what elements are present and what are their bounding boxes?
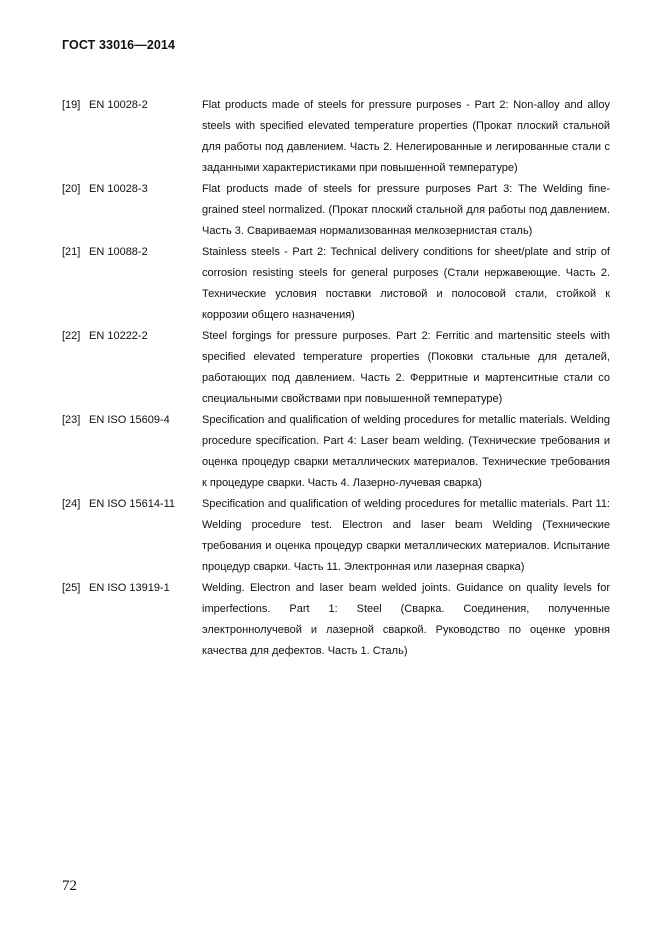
reference-number: [20]	[62, 183, 81, 195]
reference-code: EN 10222-2	[89, 330, 148, 342]
reference-number: [19]	[62, 99, 81, 111]
reference-code: EN ISO 15609-4	[89, 414, 170, 426]
document-header: ГОСТ 33016—2014	[62, 38, 176, 52]
reference-code: EN 10088-2	[89, 246, 148, 258]
reference-code: EN 10028-2	[89, 99, 148, 111]
reference-text: Specification and qualification of welding procedures for metallic materials. Welding procedure specification. Part 4: Laser beam welding. (Технические требования и оценка процедур сварки металлических материалов. Технические требования к процедуре сварки. Часть 4. Лазерно-лучевая сварка)	[202, 414, 610, 489]
reference-number: [23]	[62, 414, 81, 426]
reference-code: EN ISO 15614-11	[89, 498, 176, 510]
reference-text: Flat products made of steels for pressure purposes Part 3: The Welding fine-grained steel normalized. (Прокат плоский стальной для работы под давлением. Часть 3. Свариваемая нормализованная мелкозернистая сталь)	[202, 183, 610, 237]
page-number: 72	[62, 878, 77, 894]
reference-item	[62, 494, 610, 578]
reference-number: [22]	[62, 330, 81, 342]
reference-item	[62, 326, 610, 410]
reference-code: EN ISO 13919-1	[89, 582, 170, 594]
reference-number: [21]	[62, 246, 81, 258]
reference-text: Specification and qualification of welding procedures for metallic materials. Part 11: Welding procedure test. Electron and laser beam Welding (Технические требования и оценка процедур сварки металлических материалов. Испытание процедур сварки. Часть 11. Электронная или лазерная сварка)	[202, 498, 610, 573]
reference-item	[62, 242, 610, 326]
reference-item	[62, 578, 610, 662]
reference-list	[62, 95, 610, 662]
reference-text: Stainless steels - Part 2: Technical delivery conditions for sheet/plate and strip of corrosion resisting steels for general purposes (Стали нержавеющие. Часть 2. Технические условия поставки листовой и полосовой стали, стойкой к коррозии общего назначения)	[202, 246, 610, 321]
reference-text: Steel forgings for pressure purposes. Part 2: Ferritic and martensitic steels with specified elevated temperature properties (Поковки стальные для деталей, работающих под давлением. Часть 2. Ферритные и мартенситные стали со специальными свойствами при повышенной температуре)	[202, 330, 610, 405]
reference-number: [25]	[62, 582, 81, 594]
reference-number: [24]	[62, 498, 81, 510]
reference-item	[62, 179, 610, 242]
reference-item	[62, 410, 610, 494]
reference-text: Flat products made of steels for pressure purposes - Part 2: Non-alloy and alloy steels with specified elevated temperature properties (Прокат плоский стальной для работы под давлением. Часть 2. Нелегированные и легированные стали с заданными характеристиками при повышенной температуре)	[202, 99, 610, 174]
reference-code: EN 10028-3	[89, 183, 148, 195]
reference-text: Welding. Electron and laser beam welded joints. Guidance on quality levels for imperfections. Part 1: Steel (Сварка. Соединения, полученные электроннолучевой и лазерной сваркой. Руководство по оценке уровня качества для дефектов. Часть 1. Сталь)	[202, 582, 610, 657]
reference-item	[62, 95, 610, 179]
